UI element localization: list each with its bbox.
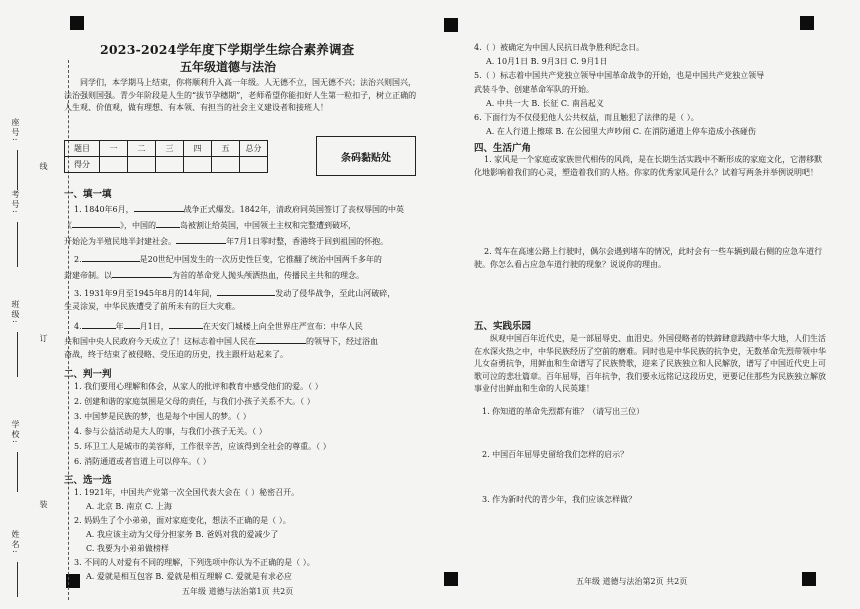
fill-question-2: 2. 是20世纪中国发生的一次历史性巨变，它推翻了统治中国两千多年的 — [74, 252, 382, 266]
choice-options: A. 我应该主动为父母分担家务 B. 爸妈对我的爱减少了 — [86, 530, 279, 539]
school-line — [17, 452, 18, 492]
fill-question-3-line2: 生灵涂炭，中华民族遭受了前所未有的巨大灾难。 — [64, 302, 240, 311]
school-label: 学校: — [11, 420, 20, 445]
choice-question: 1. 1921年，中国共产党第一次全国代表大会在（ ）秘密召开。 — [74, 488, 300, 497]
answer-blank[interactable] — [156, 218, 180, 228]
judge-item: 2. 创建和谐的家庭氛围是父母的责任，与我们小孩子关系不大。（ ） — [74, 397, 315, 406]
score-input-cell[interactable] — [184, 157, 212, 173]
score-header-cell: 题目 — [65, 141, 100, 157]
answer-blank[interactable] — [82, 252, 140, 262]
judge-item: 6. 消防通道或者盲道上可以停车。（ ） — [74, 457, 211, 466]
answer-blank[interactable] — [256, 334, 306, 344]
barcode-box: 条码黏贴处 — [316, 136, 416, 176]
choice-options: A. 在人行道上擦球 B. 在公园里大声吵闹 C. 在消防通道上停车造成小孩碰伤 — [486, 127, 756, 136]
section5-heading: 五、实践乐园 — [474, 321, 532, 332]
binding-mark-line: 线 — [39, 162, 48, 172]
score-header-cell: 三 — [156, 141, 184, 157]
choice-options: A. 北京 B. 南京 C. 上海 — [86, 502, 172, 511]
section4-heading: 四、生活广角 — [474, 143, 532, 154]
score-header-cell: 总分 — [240, 141, 268, 157]
choice-options: A. 爱就是相互包容 B. 爱就是相互理解 C. 爱就是有求必应 — [86, 572, 292, 581]
choice-question: 5.（ ）标志着中国共产党独立领导中国革命战争的开始，也是中国共产党独立领导 — [474, 71, 765, 80]
registration-mark — [70, 16, 84, 30]
name-label: 姓名: — [11, 530, 20, 555]
score-row-label: 得分 — [65, 157, 100, 173]
answer-area[interactable] — [482, 463, 822, 489]
choice-question-cont: 武装斗争、创建革命军队的开始。 — [474, 85, 594, 94]
judge-item: 4. 参与公益活动是大人的事，与我们小孩子无关。（ ） — [74, 427, 267, 436]
choice-question: 2. 妈妈生了个小弟弟，面对家庭变化，想法不正确的是（ ）。 — [74, 516, 291, 525]
registration-mark — [444, 18, 458, 32]
right-page — [430, 0, 860, 609]
score-input-cell[interactable] — [240, 157, 268, 173]
answer-area[interactable] — [482, 508, 822, 558]
answer-blank[interactable] — [134, 202, 184, 212]
answer-blank[interactable] — [112, 268, 172, 278]
registration-mark — [444, 572, 458, 586]
choice-question: 4.（ ）被确定为中国人民抗日战争胜利纪念日。 — [474, 43, 645, 52]
fill-question-2-line2: 封建帝制。以 为首的革命党人抛头颅洒热血，传播民主共和的理念。 — [64, 268, 364, 282]
practice-intro: 纵观中国百年近代史，是一部屈辱史、血泪史。外国侵略者的铁蹄肆意践踏中华大地，人们生活在水深火热之中，中华民族经历了空前的磨难。同时也是中华民族的抗争史，无数革命先烈带领中华儿女奋勇抗争，用鲜血和生命谱写了民族赞歌，迎来了民族独立和人民解放，谱写了中国近代史上可歌可泣的悲壮篇章。百年屈辱，百年抗争，我们要永远铭记这段历史，更要记住那些为民族独立解放事业付出鲜血和生命的人民英雄！ — [474, 334, 826, 393]
fill-question-1-line2: 《 》，中国的 岛被割让给英国，中国领土主权和完整遭到破坏， — [64, 218, 356, 232]
score-header-cell: 二 — [128, 141, 156, 157]
score-input-cell[interactable] — [156, 157, 184, 173]
page-subtitle: 五年级道德与法治 — [180, 60, 277, 74]
page-footer: 五年级 道德与法治第1页 共2页 — [182, 587, 294, 596]
answer-blank[interactable] — [124, 319, 140, 329]
choice-options: A. 10月1日 B. 9月3日 C. 9月1日 — [486, 57, 608, 66]
answer-blank[interactable] — [169, 319, 203, 329]
answer-blank[interactable] — [217, 286, 275, 296]
score-input-cell[interactable] — [212, 157, 240, 173]
answer-area[interactable] — [482, 420, 822, 446]
registration-mark — [802, 572, 816, 586]
judge-item: 5. 环卫工人是城市的美容师，工作很辛苦，应该得到全社会的尊重。（ ） — [74, 442, 331, 451]
judge-item: 3. 中国梦是民族的梦，也是每个中国人的梦。（ ） — [74, 412, 251, 421]
score-header-cell: 一 — [100, 141, 128, 157]
name-line — [17, 562, 18, 597]
fill-question-4-line2: 共和国中央人民政府今天成立了！这标志着中国人民在 的领导下，经过浴血 — [64, 334, 378, 348]
score-input-cell[interactable] — [128, 157, 156, 173]
fill-question-1-line3: 开始沦为半殖民地半封建社会。 年7月1日零时整，香港终于回到祖国的怀抱。 — [64, 234, 388, 248]
registration-mark — [800, 16, 814, 30]
judge-item: 1. 我们要用心理解和体会，从家人的批评和教育中感受他们的爱。（ ） — [74, 382, 323, 391]
fill-question-4-line3: 奋战，终于结束了被侵略、受压迫的历史，找主跟杆站起来了。 — [64, 350, 288, 359]
section1-heading: 一、填一填 — [64, 189, 112, 200]
answer-area[interactable] — [474, 196, 830, 240]
practice-question: 2. 中国百年屈辱史留给我们怎样的启示？ — [482, 450, 629, 459]
binding-mark-order: 订 — [39, 334, 48, 344]
score-input-cell[interactable] — [100, 157, 128, 173]
choice-options: A. 中共一大 B. 长征 C. 南昌起义 — [486, 99, 604, 108]
seat-number-line — [17, 150, 18, 190]
section2-heading: 二、判一判 — [64, 369, 112, 380]
exam-number-line — [17, 222, 18, 267]
exam-number-label: 考号: — [11, 190, 20, 215]
section3-heading: 三、选一选 — [64, 475, 112, 486]
intro-paragraph: 同学们，本学期马上结束，你将顺利升入高一年级。人无德不立，国无德不兴；法治兴则国兴，法治强则国强。青少年阶段是人生的“拔节孕穗期”，老师希望你能扣好人生第一粒扣子，树立正确的人生观、价值观，做有理想、有本领、有担当的社会主义建设者和接班人！ — [64, 78, 417, 112]
practice-question: 1. 你知道的革命先烈都有谁？（请写出三位） — [482, 407, 645, 416]
class-line — [17, 332, 18, 377]
choice-question: 3. 不同的人对爱有不同的理解，下列选项中你认为不正确的是（ ）。 — [74, 558, 315, 567]
choice-question: 6. 下面行为不仅侵犯他人公共权益，而且触犯了法律的是（ ）。 — [474, 113, 699, 122]
score-table — [64, 140, 268, 173]
binding-mark-bind: 装 — [39, 500, 48, 510]
answer-blank[interactable] — [176, 234, 226, 244]
fill-question-3: 3. 1931年9月至1945年8月的14年间， 发动了侵华战争，至此山河破碎， — [74, 286, 395, 300]
answer-blank[interactable] — [72, 218, 120, 228]
answer-blank[interactable] — [82, 319, 116, 329]
score-header-cell: 四 — [184, 141, 212, 157]
page-title: 2023-2024学年度下学期学生综合素养调查 — [100, 42, 355, 57]
score-header-cell: 五 — [212, 141, 240, 157]
life-question-2: 2. 驾车在高速公路上行驶时，偶尔会遇到堵车的情况，此时会有一些车辆到最右侧的应急车道行驶。你怎么看占应急车道行驶的现象？说说你的理由。 — [474, 247, 823, 269]
life-question-1: 1. 家风是一个家庭或家族世代相传的风尚，是在长期生活实践中不断形成的家庭文化，它潜移默化地影响着我们的心灵，塑造着我们的人格。你家的优秀家风是什么？试着写两条并举例说明吧！ — [474, 155, 823, 177]
class-label: 班级: — [11, 300, 20, 325]
page-footer: 五年级 道德与法治第2页 共2页 — [576, 577, 688, 586]
seat-number-label: 座号: — [11, 118, 20, 143]
choice-options: C. 我要为小弟弟做榜样 — [86, 544, 169, 553]
practice-question: 3. 作为新时代的青少年，我们应该怎样做？ — [482, 495, 637, 504]
fill-question-1: 1. 1840年6月， 战争正式爆发。1842年，清政府同英国签订了丧权辱国的中英 — [74, 202, 404, 216]
answer-area[interactable] — [474, 274, 830, 314]
fill-question-4: 4. 年 月1日， 在天安门城楼上向全世界庄严宣布：中华人民 — [74, 319, 363, 333]
